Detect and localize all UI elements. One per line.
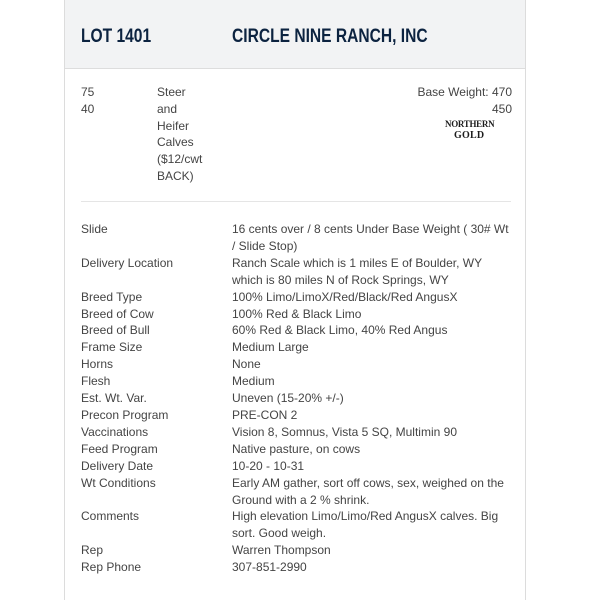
detail-row bbox=[81, 306, 511, 323]
detail-label: Frame Size bbox=[81, 340, 143, 355]
detail-row bbox=[81, 390, 511, 407]
seller-name: CIRCLE NINE RANCH, INC bbox=[232, 26, 428, 47]
detail-label: Wt Conditions bbox=[81, 475, 156, 490]
detail-value: Ranch Scale which is 1 miles E of Boulder, WY which is 80 miles N of Rock Springs, WY bbox=[232, 255, 482, 287]
detail-row bbox=[81, 508, 511, 542]
lot-header bbox=[65, 0, 525, 69]
detail-row bbox=[81, 441, 511, 458]
detail-label: Breed Type bbox=[81, 289, 143, 304]
detail-row bbox=[81, 475, 511, 509]
detail-value: 100% Limo/LimoX/Red/Black/Red AngusX bbox=[232, 289, 458, 304]
head-count-1: 75 bbox=[81, 85, 95, 99]
detail-value: PRE-CON 2 bbox=[232, 407, 298, 422]
lot-details bbox=[81, 221, 511, 576]
detail-value: 100% Red & Black Limo bbox=[232, 306, 362, 321]
detail-label: Slide bbox=[81, 222, 108, 236]
detail-label: Breed of Cow bbox=[81, 306, 154, 321]
detail-value: None bbox=[232, 357, 261, 372]
detail-value: Warren Thompson bbox=[232, 543, 331, 558]
detail-row bbox=[81, 542, 511, 559]
detail-label: Breed of Bull bbox=[81, 323, 150, 338]
lot-card bbox=[64, 0, 526, 600]
detail-value: 10-20 - 10-31 bbox=[232, 458, 305, 473]
head-counts bbox=[81, 84, 94, 118]
lot-description: Steer and Heifer Calves ($12/cwt BACK) bbox=[157, 85, 203, 183]
detail-label: Feed Program bbox=[81, 441, 158, 456]
northern-gold-logo bbox=[444, 117, 512, 141]
detail-label: Precon Program bbox=[81, 407, 169, 422]
detail-row bbox=[81, 221, 511, 255]
detail-value: 60% Red & Black Limo, 40% Red Angus bbox=[232, 323, 448, 338]
detail-value: 307-851-2990 bbox=[232, 560, 307, 575]
logo-line-2: GOLD bbox=[454, 130, 485, 141]
detail-label: Rep bbox=[81, 543, 104, 558]
detail-label: Comments bbox=[81, 509, 140, 524]
detail-row bbox=[81, 559, 511, 576]
divider bbox=[81, 201, 511, 202]
logo-line-1: NORTHERN bbox=[445, 119, 495, 129]
detail-row bbox=[81, 424, 511, 441]
detail-value: Early AM gather, sort off cows, sex, weighed on the Ground with a 2 % shrink. bbox=[232, 475, 504, 507]
detail-value: Vision 8, Somnus, Vista 5 SQ, Multimin 90 bbox=[232, 424, 457, 439]
detail-label: Delivery Location bbox=[81, 255, 174, 270]
detail-label: Flesh bbox=[81, 374, 111, 389]
lot-number: LOT 1401 bbox=[81, 26, 152, 47]
detail-row bbox=[81, 322, 511, 339]
base-weight-2: 450 bbox=[491, 101, 512, 116]
detail-value: 16 cents over / 8 cents Under Base Weight ( 30# Wt / Slide Stop) bbox=[232, 222, 509, 253]
detail-row bbox=[81, 356, 511, 373]
base-weight bbox=[417, 84, 512, 118]
base-weight-1: Base Weight: 470 bbox=[417, 85, 512, 99]
detail-label: Est. Wt. Var. bbox=[81, 391, 147, 406]
detail-row bbox=[81, 373, 511, 390]
detail-label: Rep Phone bbox=[81, 560, 142, 575]
head-count-2: 40 bbox=[81, 101, 95, 116]
detail-value: High elevation Limo/Limo/Red AngusX calves. Big sort. Good weigh. bbox=[232, 509, 499, 541]
detail-row bbox=[81, 255, 511, 289]
detail-label: Delivery Date bbox=[81, 458, 154, 473]
detail-value: Native pasture, on cows bbox=[232, 441, 361, 456]
detail-value: Medium bbox=[232, 374, 275, 389]
detail-value: Uneven (15-20% +/-) bbox=[232, 391, 344, 406]
detail-label: Horns bbox=[81, 357, 114, 372]
detail-row bbox=[81, 407, 511, 424]
detail-label: Vaccinations bbox=[81, 424, 149, 439]
detail-value: Medium Large bbox=[232, 340, 309, 355]
detail-row bbox=[81, 289, 511, 306]
detail-row bbox=[81, 458, 511, 475]
detail-row bbox=[81, 339, 511, 356]
